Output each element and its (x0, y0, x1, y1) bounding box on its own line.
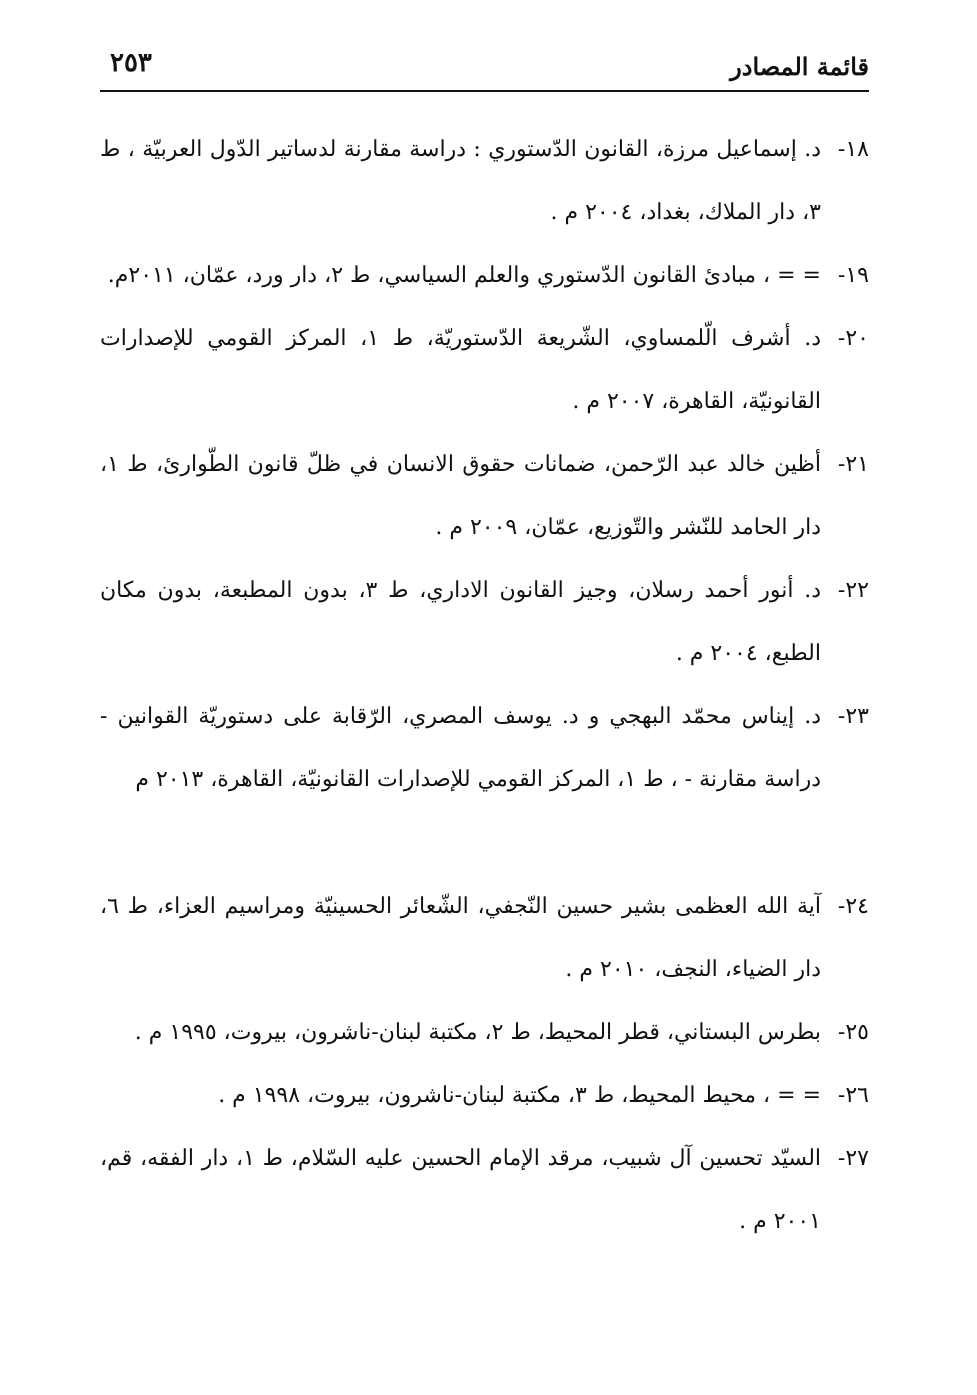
reference-entry (100, 1064, 869, 1127)
reference-number: ٢١- (837, 452, 869, 477)
reference-number: ١٩- (837, 263, 869, 288)
reference-number: ٢٦- (837, 1083, 869, 1108)
reference-number: ٢٧- (837, 1146, 869, 1171)
reference-text: أظين خالد عبد الرّحمن، ضمانات حقوق الانسان في ظلّ قانون الطّوارئ، ط ١، دار الحامد للنّشر والتّوزيع، عمّان، ٢٠٠٩ م . (100, 452, 821, 540)
reference-text: د. إيناس محمّد البهجي و د. يوسف المصري، الرّقابة على دستوريّة القوانين - دراسة مقارنة - ، ط ١، المركز القومي للإصدارات القانونيّة، القاهرة، ٢٠١٣ م (100, 704, 821, 792)
reference-text: د. أشرف الّلمساوي، الشّريعة الدّستوريّة، ط ١، المركز القومي للإصدارات القانونيّة، القاهرة، ٢٠٠٧ م . (100, 326, 822, 414)
reference-number: ٢٢- (837, 578, 869, 603)
bibliography-list (100, 118, 869, 1253)
reference-text: = = ، محيط المحيط، ط ٣، مكتبة لبنان-ناشرون، بيروت، ١٩٩٨ م . (218, 1083, 821, 1108)
reference-text: = = ، مبادئ القانون الدّستوري والعلم السياسي، ط ٢، دار ورد، عمّان، ٢٠١١م. (107, 263, 821, 288)
reference-entry (100, 685, 869, 811)
reference-entry (100, 433, 869, 559)
reference-number: ١٨- (837, 137, 869, 162)
reference-number: ٢٠- (837, 326, 869, 351)
reference-text: د. أنور أحمد رسلان، وجيز القانون الاداري، ط ٣، بدون المطبعة، بدون مكان الطبع، ٢٠٠٤ م . (100, 578, 821, 666)
reference-entry (100, 244, 869, 307)
reference-text: بطرس البستاني، قطر المحيط، ط ٢، مكتبة لبنان-ناشرون، بيروت، ١٩٩٥ م . (134, 1020, 821, 1045)
reference-text: السيّد تحسين آل شبيب، مرقد الإمام الحسين عليه السّلام، ط ١، دار الفقه، قم، ٢٠٠١ م . (100, 1146, 822, 1234)
reference-entry (100, 118, 869, 244)
page-number: ٢٥٣ (110, 48, 152, 78)
reference-text: آية الله العظمى بشير حسين النّجفي، الشّعائر الحسينيّة ومراسيم العزاء، ط ٦، دار الضياء، النجف، ٢٠١٠ م . (100, 894, 821, 982)
reference-text: د. إسماعيل مرزة، القانون الدّستوري : دراسة مقارنة لدساتير الدّول العربيّة ، ط ٣، دار الملاك، بغداد، ٢٠٠٤ م . (100, 137, 821, 225)
reference-entry (100, 875, 869, 1001)
reference-entry (100, 559, 869, 685)
reference-entry (100, 1127, 869, 1253)
page-header (100, 40, 869, 92)
reference-number: ٢٤- (837, 894, 869, 919)
running-title: قائمة المصادر (730, 52, 869, 81)
reference-number: ٢٣- (837, 704, 869, 729)
reference-entry (100, 307, 869, 433)
reference-number: ٢٥- (837, 1020, 869, 1045)
reference-entry (100, 1001, 869, 1064)
